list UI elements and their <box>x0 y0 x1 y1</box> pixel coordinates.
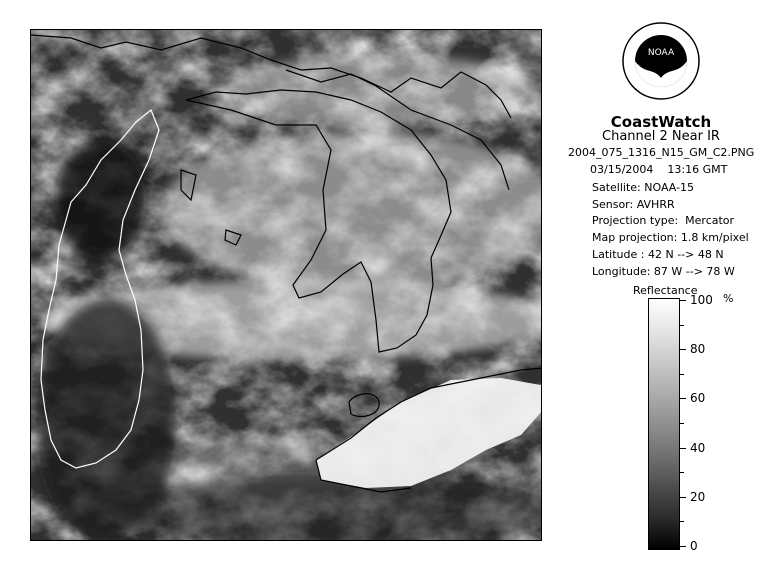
scale-tick-label: 80 <box>690 342 706 357</box>
latitude-range: Latitude : 42 N --> 48 N <box>592 248 724 261</box>
satellite-map <box>30 29 542 541</box>
scale-minor-tick <box>680 423 684 424</box>
map-projection: Map projection: 1.8 km/pixel <box>592 231 749 244</box>
scale-minor-tick <box>680 325 684 326</box>
longitude-range: Longitude: 87 W --> 78 W <box>592 265 735 278</box>
channel-label: Channel 2 Near IR <box>602 129 720 144</box>
reflectance-colorbar <box>648 298 680 550</box>
scale-tick-label: 0 <box>690 539 698 553</box>
scale-minor-tick <box>680 472 684 473</box>
scale-title: Reflectance <box>633 284 698 297</box>
scale-tick-label: 20 <box>690 489 706 504</box>
noaa-logo-text: NOAA <box>647 48 675 58</box>
scale-tick-label: 60 <box>690 391 706 406</box>
scale-tick <box>680 448 686 449</box>
projection-type: Projection type: Mercator <box>592 214 735 227</box>
sensor-info: Sensor: AVHRR <box>592 198 675 211</box>
scale-minor-tick <box>680 521 684 522</box>
scale-tick-label: 100 <box>690 293 713 307</box>
scale-tick <box>680 497 686 498</box>
file-name: 2004_075_1316_N15_GM_C2.PNG <box>568 146 755 159</box>
scale-tick-label: 40 <box>690 440 706 455</box>
satellite-info: Satellite: NOAA-15 <box>592 181 695 194</box>
map-graphic <box>31 30 542 541</box>
scale-unit: % <box>723 292 734 305</box>
brand-title: CoastWatch <box>610 113 712 131</box>
scale-tick <box>680 398 686 399</box>
acquisition-datetime: 03/15/2004 13:16 GMT <box>590 163 728 176</box>
scale-tick <box>680 349 686 350</box>
scale-tick <box>680 546 686 547</box>
noaa-logo <box>622 22 700 100</box>
scale-minor-tick <box>680 374 684 375</box>
scale-tick <box>680 300 686 301</box>
